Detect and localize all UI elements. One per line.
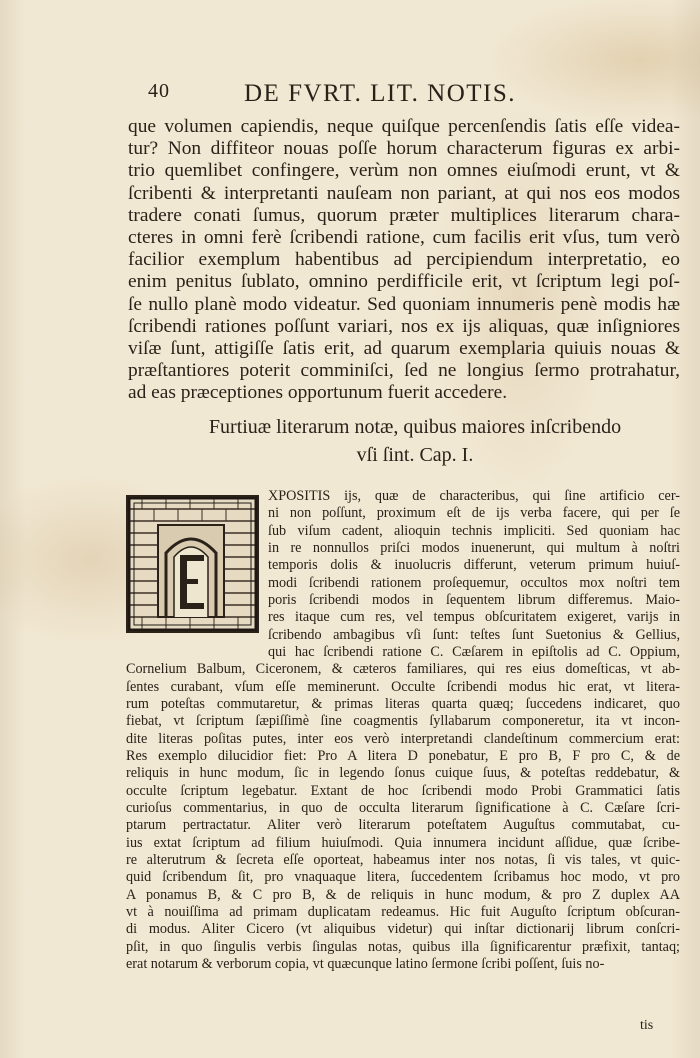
text-line: XPOSITIS ijs, quæ de characteribus, qui ſine artificio cer- <box>268 488 680 504</box>
text-line: tur? Non diffiteor nouas poſſe horum characterum figuras ex arbi- <box>128 138 680 160</box>
text-line: fiebat, vt ſcriptum ſæpiſſimè ſine coagmentis ſyllabarum componeretur, ita vt incon- <box>126 713 680 730</box>
text-line: facilior exemplum habentibus ad percipiendum interpretatio, eo <box>128 249 680 271</box>
running-head <box>148 80 548 110</box>
intro-paragraph <box>128 116 680 405</box>
text-line: ſe nullo planè modo videatur. Sed quoniam innumeris penè modis hæ <box>128 293 680 315</box>
text-line: erat notarum & verborum copia, vt quæcunque latino ſermone ſcribi poſſent, ſuis no- <box>126 955 605 972</box>
text-line: curioſus commentarius, in quo de occulta literarum ſignificatione à C. Cæſare ſcri- <box>126 799 680 816</box>
text-line: modi ſcribendi rationem proſequemur, occultos mox noſtri tem <box>268 574 680 591</box>
text-line: enim penitus ſublato, omnino perdifficile erit, vt ſcriptum legi poſ- <box>128 271 680 293</box>
text-line: præſtantiores poterit comminiſci, ſed ne longius ſermo protrahatur, <box>128 360 680 382</box>
text-line: pſit, in quo ſingulis verbis ſingulas notas, quibus illa ſignificarentur præfixit, tantaq; <box>126 938 680 955</box>
text-line: A ponamus B, & C pro B, & de reliquis in hunc modum, & pro Z duplex AA <box>126 886 680 903</box>
text-line: tradere conati ſumus, quorum præter multiplices literarum chara- <box>128 204 680 226</box>
text-line: vt à nouiſſima ad primam duplicatam redeamus. Hic fuit Auguſto ſcriptum obſcuran- <box>126 903 680 920</box>
chapter-heading <box>150 413 680 469</box>
text-line: ſcribendi rationes poſſunt variari, nos ex ijs aliquas, quæ inſigniores <box>128 315 680 337</box>
text-line: in re nonnullos priſci modos inuenerunt, qui multum à noſtri <box>268 539 680 556</box>
text-line: res itaque cum res, vel tempus obſcuritatem exigeret, varijs in <box>268 609 680 626</box>
page-number: 40 <box>148 80 170 102</box>
text-line: re alterutrum & ſecreta eſſe oporteat, habeamus inter nos notas, ſi vis tales, vt quic- <box>126 851 680 868</box>
text-line: reliquis in hunc modum, ſic in legendo ſonus cuique ſuus, & poteſtas reddebatur, & <box>126 765 680 782</box>
text-line: dite literas poſitas putes, inter eos verò interpretandi clandeſtinum commercium erat: <box>126 730 680 747</box>
text-line: ſcribenti & interpretanti nauſeam non pariant, at qui nos eos modos <box>128 182 680 204</box>
header-title: DE FVRT. LIT. NOTIS. <box>244 80 516 107</box>
catchword: tis <box>640 1018 654 1033</box>
text-line: ius extat ſcriptum ad filium huiuſmodi. Quia innumera incidunt aſſidue, quæ ſcribe- <box>126 834 680 851</box>
text-line: quid ſcribendum ſit, pro vnaquaque litera, ſuccedentem ſcribamus hoc modo, vt pro <box>126 869 680 886</box>
text-line: ad eas præceptiones opportunum fuerit accedere. <box>128 382 508 404</box>
text-line: poris ſcribendi modos in ſequentem librum differemus. Maio- <box>268 591 680 608</box>
text-line: rum poteſtas commutaretur, & primas literas quarta quæq; ſuccedens indicaret, quo <box>126 695 680 712</box>
text-line: trio quemlibet confingere, verùm non omnes eiuſmodi erunt, vt & <box>128 160 680 182</box>
text-line: que volumen capiendis, neque quiſque percenſendis ſatis eſſe videa- <box>128 116 680 137</box>
text-line: temporis dolis & inuolucris differunt, veterum primum huiuſ- <box>268 557 680 574</box>
chapter-body <box>126 488 680 973</box>
text-line: ni non poſſunt, proximum eſt de ijs verba facere, qui per ſe <box>268 505 680 522</box>
text-line: Cornelium Balbum, Ciceronem, & cæteros familiares, qui res eius domeſticas, vt ab- <box>126 661 680 678</box>
text-line: viſæ ſunt, attigiſſe ſatis erit, ad quarum exemplaria quiuis nouas & <box>128 338 680 360</box>
text-line: qui hac ſcribendi ratione C. Cæſarem in epiſtolis ad C. Oppium, <box>268 643 680 660</box>
text-line: di modus. Aliter Cicero (vt aliquibus videtur) qui inſtar dictionarij librum conſcri- <box>126 921 680 938</box>
chapter-heading-line: Furtiuæ literarum notæ, quibus maiores inſcribendo <box>208 416 622 438</box>
chapter-heading-line: vſi ſint. Cap. I. <box>356 444 474 466</box>
text-line: ptarum pertractatur. Aliter verò literarum poteſtatem Auguſtus commutabat, cu- <box>126 817 680 834</box>
text-line: ſentes curabant, vſum eſſe meminerunt. Occulte ſcribendi modus hic erat, vt litera- <box>126 678 680 695</box>
text-line: ſcribendo ambagibus vſi ſunt: teſtes ſunt Suetonius & Gellius, <box>268 626 680 643</box>
text-line: occulte ſcriptum legebatur. Extant de hoc ſcribendi modo Probi Grammatici ſatis <box>126 782 680 799</box>
text-line: ſub viſum cadent, alioquin technis impliciti. Sed quoniam hac <box>268 522 680 539</box>
text-line: Res exemplo dilucidior fiet: Pro A litera D ponebatur, E pro B, F pro C, & de <box>126 747 680 764</box>
text-line: cteres in omni ferè ſcribendi ratione, cum facilis erit vſus, tum verò <box>128 227 680 249</box>
